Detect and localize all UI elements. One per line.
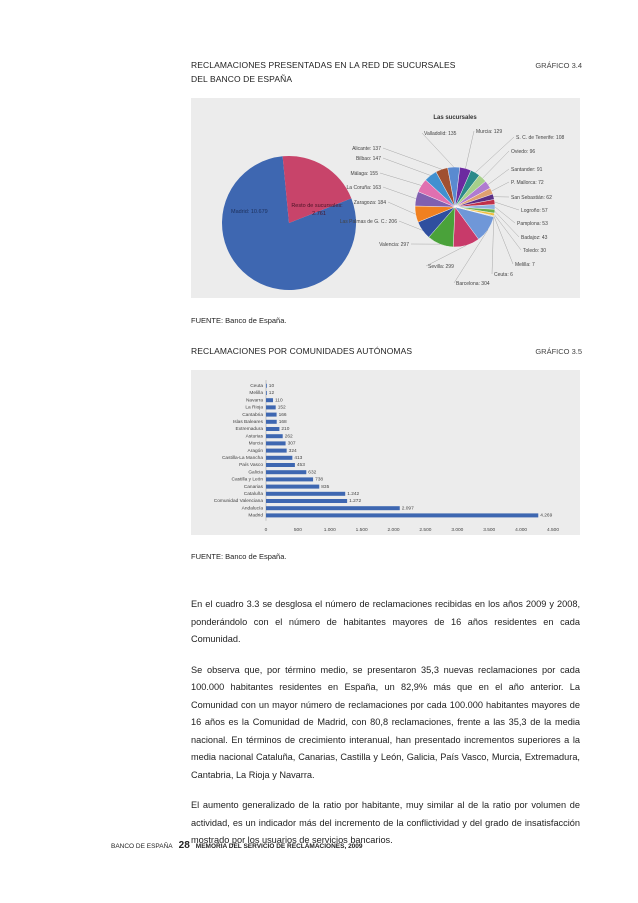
- sub-pie-label: Pamplona: 53: [517, 221, 548, 227]
- x-tick-label: 3.500: [483, 527, 496, 533]
- x-tick-label: 1.000: [323, 527, 336, 533]
- bar-category-label: Cataluña: [243, 492, 263, 497]
- footer-right: MEMORIA DEL SERVICIO DE RECLAMACIONES, 2009: [195, 843, 363, 850]
- sub-pie-leader-line: [388, 202, 416, 214]
- bar: [266, 449, 287, 453]
- bar-chart-panel: [191, 370, 580, 535]
- sub-pie-leader-line: [495, 207, 515, 223]
- bar: [266, 456, 292, 460]
- sub-pie-leader-line: [494, 215, 521, 250]
- paragraph-2: Se observa que, por término medio, se presentaron 35,3 nuevas reclamaciones por cada 100.000 habitantes residentes en España, un 82,9% más que en el año anterior. La Comunidad con un mayor número de reclamaciones por cada 100.000 habitantes mayores de 16 años es la Comunidad de Madrid, con 80,8 reclamaciones, frente a las 35,3 de la media nacional. En términos de crecimiento interanual, han presentado incrementos superiores a la media nacional Cataluña, Canarias, Castilla y León, Galicia, País Vasco, Murcia, Extremadura, Cantabria, La Rioja y Navarra.: [191, 664, 580, 780]
- sub-pie-leader-line: [492, 217, 494, 274]
- sub-pie-leader-line: [383, 187, 416, 199]
- bar: [266, 420, 277, 424]
- sub-pie-label: Zaragoza: 184: [353, 200, 386, 206]
- x-tick-label: 4.500: [546, 527, 560, 533]
- x-tick-label: 2.500: [419, 527, 432, 533]
- sub-pie-leader-line: [495, 211, 519, 237]
- bar: [266, 398, 273, 402]
- bar: [266, 391, 267, 395]
- bar-category-label: Andalucía: [241, 506, 263, 512]
- x-tick-label: 2.000: [387, 527, 400, 533]
- sub-pie-label: Badajoz: 43: [521, 235, 548, 241]
- bar-value-label: 262: [284, 434, 293, 440]
- bar-value-label: 2.097: [401, 506, 414, 512]
- chart2-graph-label: GRÁFICO 3.5: [535, 347, 582, 356]
- footer-left: BANCO DE ESPAÑA: [111, 843, 173, 850]
- bar-category-label: Madrid: [248, 513, 263, 519]
- bar-value-label: 10: [268, 384, 275, 389]
- sub-pie-label: S. C. de Tenerife: 108: [516, 135, 565, 141]
- bar: [266, 499, 347, 503]
- sub-pie-label: San Sebastián: 62: [511, 195, 552, 201]
- pie-label-resto-value: 2.761: [312, 211, 326, 217]
- bar: [266, 384, 267, 388]
- chart1-title-line1: RECLAMACIONES PRESENTADAS EN LA RED DE SUCURSALES: [191, 60, 456, 70]
- paragraph-3: El aumento generalizado de la ratio por habitante, muy similar al de la ratio por volumen de actividad, es un indicador más del incremento de la conflictividad y del grado de insatisfacción mostrado por los usuarios de servicios bancarios.: [191, 800, 580, 845]
- sub-pie-label: Santander: 91: [511, 167, 543, 173]
- bar: [266, 513, 538, 517]
- sub-pie-leader-line: [380, 173, 421, 185]
- chart1-title-line2: DEL BANCO DE ESPAÑA: [191, 74, 293, 84]
- sub-pie-leader-line: [383, 148, 442, 169]
- x-tick-label: 1.500: [355, 527, 368, 533]
- bar-value-label: 1.242: [347, 492, 360, 497]
- bar: [266, 477, 313, 481]
- bar-category-label: La Rioja: [245, 405, 263, 411]
- bar-category-label: Islas Baleares: [232, 420, 263, 425]
- pie-chart: [191, 98, 580, 298]
- chart1-source: FUENTE: Banco de España.: [191, 316, 287, 325]
- bar: [266, 463, 295, 467]
- sub-pie-leader-line: [383, 158, 430, 175]
- bar-value-label: 307: [287, 441, 296, 447]
- sub-pie-label: Melilla: 7: [515, 262, 535, 268]
- bar-value-label: 835: [321, 484, 330, 490]
- bar-category-label: Extremadura: [235, 427, 263, 433]
- bar-value-label: 1.272: [349, 499, 362, 505]
- bar: [266, 470, 306, 474]
- sub-pie-title: Las sucursales: [433, 115, 477, 121]
- bar: [266, 405, 276, 409]
- bar: [266, 485, 319, 489]
- bar-category-label: Galicia: [248, 470, 263, 476]
- chart2-source: FUENTE: Banco de España.: [191, 552, 287, 561]
- sub-pie-label: Ceuta: 6: [494, 272, 513, 278]
- bar-value-label: 210: [281, 427, 290, 433]
- bar-category-label: Castilla-La Mancha: [221, 456, 263, 461]
- sub-pie-label: Logroño: 57: [521, 208, 548, 214]
- bar-value-label: 632: [308, 470, 317, 476]
- bar-value-label: 4.269: [540, 513, 553, 519]
- chart1-graph-label: GRÁFICO 3.4: [535, 61, 582, 70]
- sub-pie-label: Valencia: 297: [379, 242, 409, 248]
- bar-category-label: Asturias: [245, 434, 263, 440]
- bar-category-label: Navarra: [245, 398, 263, 404]
- sub-pie-leader-line: [475, 137, 514, 173]
- sub-pie-leader-line: [483, 151, 509, 178]
- bar-value-label: 168: [278, 420, 287, 425]
- page-footer: [111, 840, 363, 851]
- bar-value-label: 166: [278, 412, 287, 418]
- pie-chart-panel: [191, 98, 580, 298]
- sub-pie-label: Oviedo: 96: [511, 149, 536, 155]
- page-number: 28: [178, 840, 190, 851]
- sub-pie-label: Las Palmas de G. C.: 206: [339, 219, 397, 225]
- bar-category-label: Ceuta: [250, 384, 263, 389]
- bar-category-label: Aragón: [247, 448, 263, 454]
- sub-pie-label: Bilbao: 147: [355, 156, 381, 162]
- body-text: [191, 596, 580, 863]
- bar-category-label: Murcia: [248, 441, 263, 447]
- sub-pie-leader-line: [488, 169, 509, 185]
- bar-category-label: País Vasco: [239, 463, 263, 469]
- bar-value-label: 453: [296, 463, 305, 469]
- sub-pie-leader-line: [494, 216, 513, 264]
- bar: [266, 441, 286, 445]
- pie-label-madrid: Madrid: 10.679: [231, 209, 268, 215]
- bar-category-label: Canarias: [243, 484, 263, 490]
- sub-pie-leader-line: [495, 202, 519, 210]
- bar-category-label: Castilla y León: [231, 477, 263, 483]
- bar-value-label: 152: [277, 405, 286, 411]
- chart2-title: RECLAMACIONES POR COMUNIDADES AUTÓNOMAS: [191, 346, 413, 356]
- bar: [266, 506, 400, 510]
- sub-pie-label: Barcelona: 304: [456, 281, 490, 287]
- sub-pie-label: Málaga: 155: [350, 171, 378, 177]
- bar: [266, 492, 345, 496]
- bar-value-label: 12: [268, 391, 275, 397]
- bar-value-label: 738: [315, 477, 324, 483]
- bar: [266, 413, 277, 417]
- x-tick-label: 0: [264, 527, 268, 533]
- bar-category-label: Melilla: [249, 391, 263, 397]
- bar: [266, 427, 279, 431]
- bar-value-label: 324: [288, 448, 297, 454]
- sub-pie-label: Sevilla: 299: [428, 264, 454, 270]
- sub-pie-label: Murcia: 129: [476, 129, 503, 135]
- paragraph-1: En el cuadro 3.3 se desglosa el número de reclamaciones recibidas en los años 2009 y 2008, ponderándolo con el número de habitantes mayores de 16 años residentes en cada Comunidad.: [191, 599, 580, 644]
- bar-value-label: 413: [294, 456, 303, 461]
- sub-pie-label: Alicante: 137: [352, 146, 381, 152]
- bar-category-label: Cantabria: [242, 412, 263, 418]
- bar-chart: [191, 370, 580, 535]
- x-tick-label: 4.000: [515, 527, 528, 533]
- bar-category-label: Comunidad Valenciana: [213, 499, 263, 505]
- sub-pie-label: Toledo: 30: [523, 248, 547, 254]
- sub-pie-label: La Coruña: 163: [346, 185, 381, 191]
- x-tick-label: 500: [293, 527, 302, 533]
- x-tick-label: 3.000: [451, 527, 464, 533]
- sub-pie-leader-line: [422, 133, 454, 167]
- sub-pie-label: Valladolid: 135: [424, 131, 457, 137]
- sub-pie-leader-line: [492, 182, 509, 191]
- sub-pie-label: P. Mallorca: 72: [511, 180, 544, 186]
- sub-pie-leader-line: [466, 131, 474, 168]
- bar: [266, 434, 283, 438]
- bar-value-label: 110: [275, 398, 283, 404]
- sub-pie-leader-line: [426, 245, 467, 266]
- pie-label-resto: Resto de sucursales:: [291, 203, 343, 209]
